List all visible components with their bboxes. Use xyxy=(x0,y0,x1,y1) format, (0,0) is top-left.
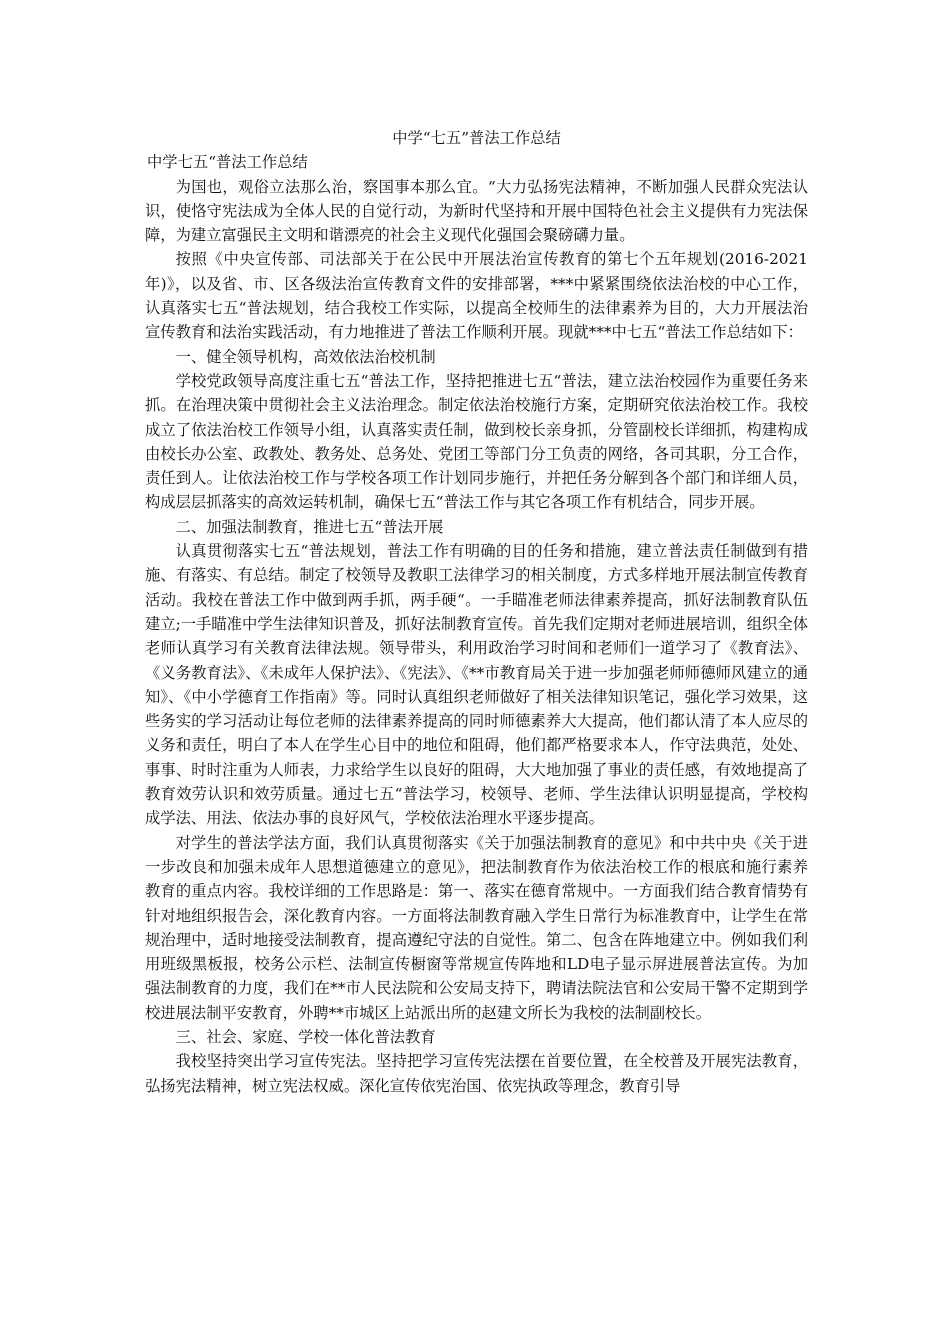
section-2-paragraph-2: 对学生的普法学法方面，我们认真贯彻落实《关于加强法制教育的意见》和中共中央《关于进一步改良和加强未成年人思想道德建立的意见》，把法制教育作为依法治校工作的根底和施行素养教育的重点内容。我校详细的工作思路是：第一、落实在德育常规中。一方面我们结合教育情势有针对地组织报告会，深化教育内容。一方面将法制教育融入学生日常行为标准教育中，让学生在常规治理中，适时地接受法制教育，提高遵纪守法的自觉性。第二、包含在阵地建立中。例如我们利用班级黑板报，校务公示栏、法制宣传橱窗等常规宣传阵地和LD电子显示屏进展普法宣传。为加强法制教育的力度，我们在**市人民法院和公安局支持下，聘请法院法官和公安局干警不定期到学校进展法制平安教育，外聘**市城区上站派出所的赵建文所长为我校的法制副校长。 xyxy=(145,833,808,1022)
document-subtitle: 中学七五“普法工作总结 xyxy=(147,153,308,172)
section-heading-1: 一、健全领导机构，高效依法治校机制 xyxy=(175,347,436,366)
intro-paragraph: 为国也，观俗立法那么治，察国事本那么宜。“大力弘扬宪法精神，不断加强人民群众宪法认识，使恪守宪法成为全体人民的自觉行动，为新时代坚持和开展中国特色社会主义提供有力宪法保障，为建立富强民主文明和谐漂亮的社会主义现代化强国会聚磅礴力量。 xyxy=(145,177,808,245)
document-title: 中学“七五”普法工作总结 xyxy=(392,129,561,147)
section-heading-3: 三、社会、家庭、学校一体化普法教育 xyxy=(175,1027,436,1046)
document-body xyxy=(145,126,808,1098)
section-2-paragraph-1: 认真贯彻落实七五“普法规划，普法工作有明确的目的任务和措施，建立普法责任制做到有措施、有落实、有总结。制定了校领导及教职工法律学习的相关制度，方式多样地开展法制宣传教育活动。我校在普法工作中做到两手抓，两手硬“。一手瞄准老师法律素养提高，抓好法制教育队伍建立;一手瞄准中学生法律知识普及，抓好法制教育宣传。首先我们定期对老师进展培训，组织全体老师认真学习有关教育法律法规。领导带头，利用政治学习时间和老师们一道学习了《教育法》、《义务教育法》、《未成年人保护法》、《宪法》、《**市教育局关于进一步加强老师师德师风建立的通知》、《中小学德育工作指南》等。同时认真组织老师做好了相关法律知识笔记，强化学习效果，这些务实的学习活动让每位老师的法律素养提高的同时师德素养大大提高，他们都认清了本人应尽的义务和责任，明白了本人在学生心目中的地位和阻碍，他们都严格要求本人，作守法典范，处处、事事、时时注重为人师表，力求给学生以良好的阻碍，大大地加强了事业的责任感，有效地提高了教育效劳认识和效劳质量。通过七五“普法学习，校领导、老师、学生法律认识明显提高，学校构成学法、用法、依法办事的良好风气，学校依法治理水平逐步提高。 xyxy=(145,542,808,828)
section-3-paragraph: 我校坚持突出学习宣传宪法。坚持把学习宣传宪法摆在首要位置，在全校普及开展宪法教育，弘扬宪法精神，树立宪法权威。深化宣传依宪治国、依宪执政等理念，教育引导 xyxy=(145,1052,808,1095)
section-heading-2: 二、加强法制教育，推进七五“普法开展 xyxy=(175,517,444,536)
background-paragraph: 按照《中央宣传部、司法部关于在公民中开展法治宣传教育的第七个五年规划(2016-2021年)》，以及省、市、区各级法治宣传教育文件的安排部署，***中紧紧围绕依法治校的中心工作，认真落实七五“普法规划，结合我校工作实际，以提高全校师生的法律素养为目的，大力开展法治宣传教育和法治实践活动，有力地推进了普法工作顺利开展。现就***中七五“普法工作总结如下： xyxy=(145,250,808,342)
section-1-paragraph: 学校党政领导高度注重七五“普法工作，坚持把推进七五“普法，建立法治校园作为重要任务来抓。在治理决策中贯彻社会主义法治理念。制定依法治校施行方案，定期研究依法治校工作。我校成立了依法治校工作领导小组，认真落实责任制，做到校长亲身抓，分管副校长详细抓，构建构成由校长办公室、政教处、教务处、总务处、党团工等部门分工负责的网络，各司其职，分工合作，责任到人。让依法治校工作与学校各项工作计划同步施行，并把任务分解到各个部门和详细人员，构成层层抓落实的高效运转机制，确保七五“普法工作与其它各项工作有机结合，同步开展。 xyxy=(145,371,808,512)
